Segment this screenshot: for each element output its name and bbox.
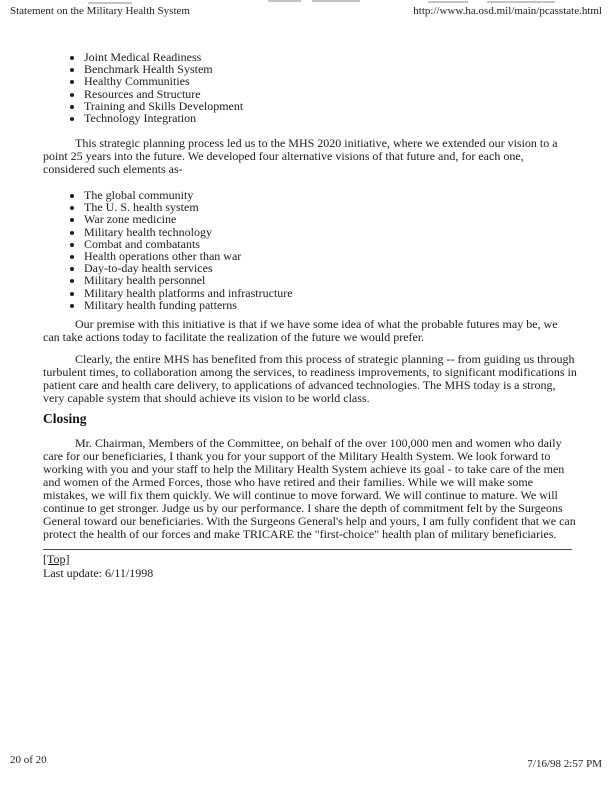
list-item: • Military health technology bbox=[84, 226, 577, 238]
top-link[interactable]: [Top] bbox=[43, 551, 70, 566]
list-item: • Combat and combatants bbox=[84, 238, 577, 250]
vision-elements-list bbox=[43, 189, 577, 311]
print-header-title: Statement on the Military Health System bbox=[10, 5, 190, 17]
list-item: • Healthy Communities bbox=[84, 75, 577, 87]
list-item: • Day-to-day health services bbox=[84, 262, 577, 274]
list-item: • The global community bbox=[84, 189, 577, 201]
document-body bbox=[43, 51, 577, 580]
list-item: • Military health platforms and infrastructure bbox=[84, 287, 577, 299]
list-item: • Technology Integration bbox=[84, 112, 577, 124]
last-update-text: Last update: 6/11/1998 bbox=[43, 565, 154, 580]
scan-artifact bbox=[268, 0, 301, 2]
scan-artifact bbox=[88, 2, 132, 4]
strategic-goals-list bbox=[43, 51, 577, 124]
list-item: • Benchmark Health System bbox=[84, 63, 577, 75]
list-item: • Military health personnel bbox=[84, 274, 577, 286]
paragraph-mhs2020-initiative: This strategic planning process led us to the MHS 2020 initiative, where we extended our vision to a point 25 years into the future. We developed four alternative visions of that future and, for each one, considered such elements as- bbox=[43, 136, 558, 177]
paragraph-premise: Our premise with this initiative is that if we have some idea of what the probable futures may be, we can take actions today to facilitate the realization of the future we would prefer. bbox=[43, 316, 558, 344]
list-item: • Training and Skills Development bbox=[84, 100, 577, 112]
scan-artifact bbox=[428, 1, 468, 3]
footer-divider bbox=[43, 549, 572, 550]
print-header bbox=[10, 5, 602, 17]
list-item: • Health operations other than war bbox=[84, 250, 577, 262]
list-item: • Joint Medical Readiness bbox=[84, 51, 577, 63]
scan-artifact bbox=[312, 0, 360, 2]
list-item: • Resources and Structure bbox=[84, 88, 577, 100]
page-number: 20 of 20 bbox=[10, 754, 47, 766]
closing-heading: Closing bbox=[43, 411, 87, 427]
paragraph-closing: Mr. Chairman, Members of the Committee, on behalf of the over 100,000 men and women who daily care for our beneficiaries, I thank you for your support of the Military Health System. We look forward to working with you and your staff to help the Military Health System achieve its goal - to take care of the men and women of the Armed Forces, those who have retired and their families. While we will make some mistakes, we will fix them quickly. We will continue to move forward. We will continue to mature. We will continue to get stronger. Judge us by our performance. I share the depth of commitment felt by the Surgeons General toward our beneficiaries. With the Surgeons General's help and yours, I am fully confident that we can protect the health of our forces and make TRICARE the "first-choice" health plan of military beneficiaries. bbox=[43, 436, 576, 541]
print-header-url: http://www.ha.osd.mil/main/pcasstate.html bbox=[413, 5, 602, 17]
scan-artifact bbox=[487, 1, 555, 3]
print-timestamp: 7/16/98 2:57 PM bbox=[527, 758, 602, 770]
list-item: • War zone medicine bbox=[84, 213, 577, 225]
list-item: • The U. S. health system bbox=[84, 201, 577, 213]
paragraph-strategic-planning-benefits: Clearly, the entire MHS has benefited from this process of strategic planning -- from guiding us through turbulent times, to collaboration among the services, to readiness improvements, to significant modifications in patient care and health care delivery, to applications of advanced technologies. The MHS today is a strong, very capable system that should achieve its vision to be world class. bbox=[43, 351, 577, 405]
list-item: • Military health funding patterns bbox=[84, 299, 577, 311]
